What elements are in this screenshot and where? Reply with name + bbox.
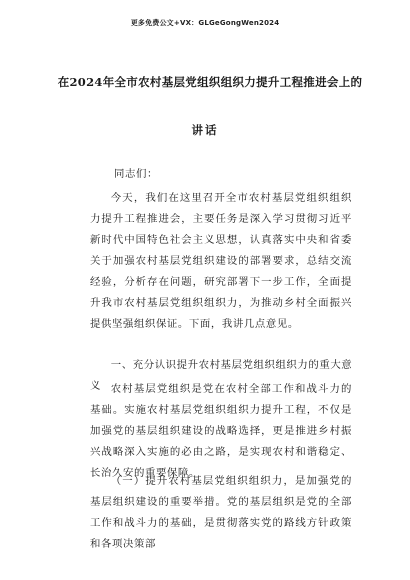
paragraph-intro: 今天，我们在这里召开全市农村基层党组织组织力提升工程推进会，主要任务是深入学习贯彻习近平新时代中国特色社会主义思想，认真落实中央和省委关于加强农村基层党组织建设的部署要求，总结交流经验，分析存在问题，研究部署下一步工作，全面提升我市农村基层党组织组织力，为推动乡村全面振兴提供坚强组织保证。下面，我讲几点意见。	[90, 192, 352, 330]
header-note: 更多免费公文+VX：GLGeGongWen2024	[130, 19, 280, 27]
document-title: 在2024年全市农村基层党组织组织力提升工程推进会上的	[57, 75, 363, 89]
salutation: 同志们：	[114, 168, 158, 180]
paragraph-significance: 农村基层党组织是党在农村全部工作和战斗力的基础。实施农村基层党组织组织力提升工程，不仅是加强党的基层组织建设的战略选择，更是推进乡村振兴战略深入实施的必由之路，是实现农村和谐稳定、长治久安的重要保障。	[90, 383, 352, 479]
section-heading: 一、充分认识提升农村基层党组织组织力的重大意义	[90, 359, 352, 392]
document-subtitle: 讲话	[191, 123, 219, 137]
paragraph-point-one: （一）提升农村基层党组织组织力，是加强党的基层组织建设的重要举措。党的基层组织是党的全部工作和战斗力的基础，是贯彻落实党的路线方针政策和各项决策部	[90, 475, 352, 550]
